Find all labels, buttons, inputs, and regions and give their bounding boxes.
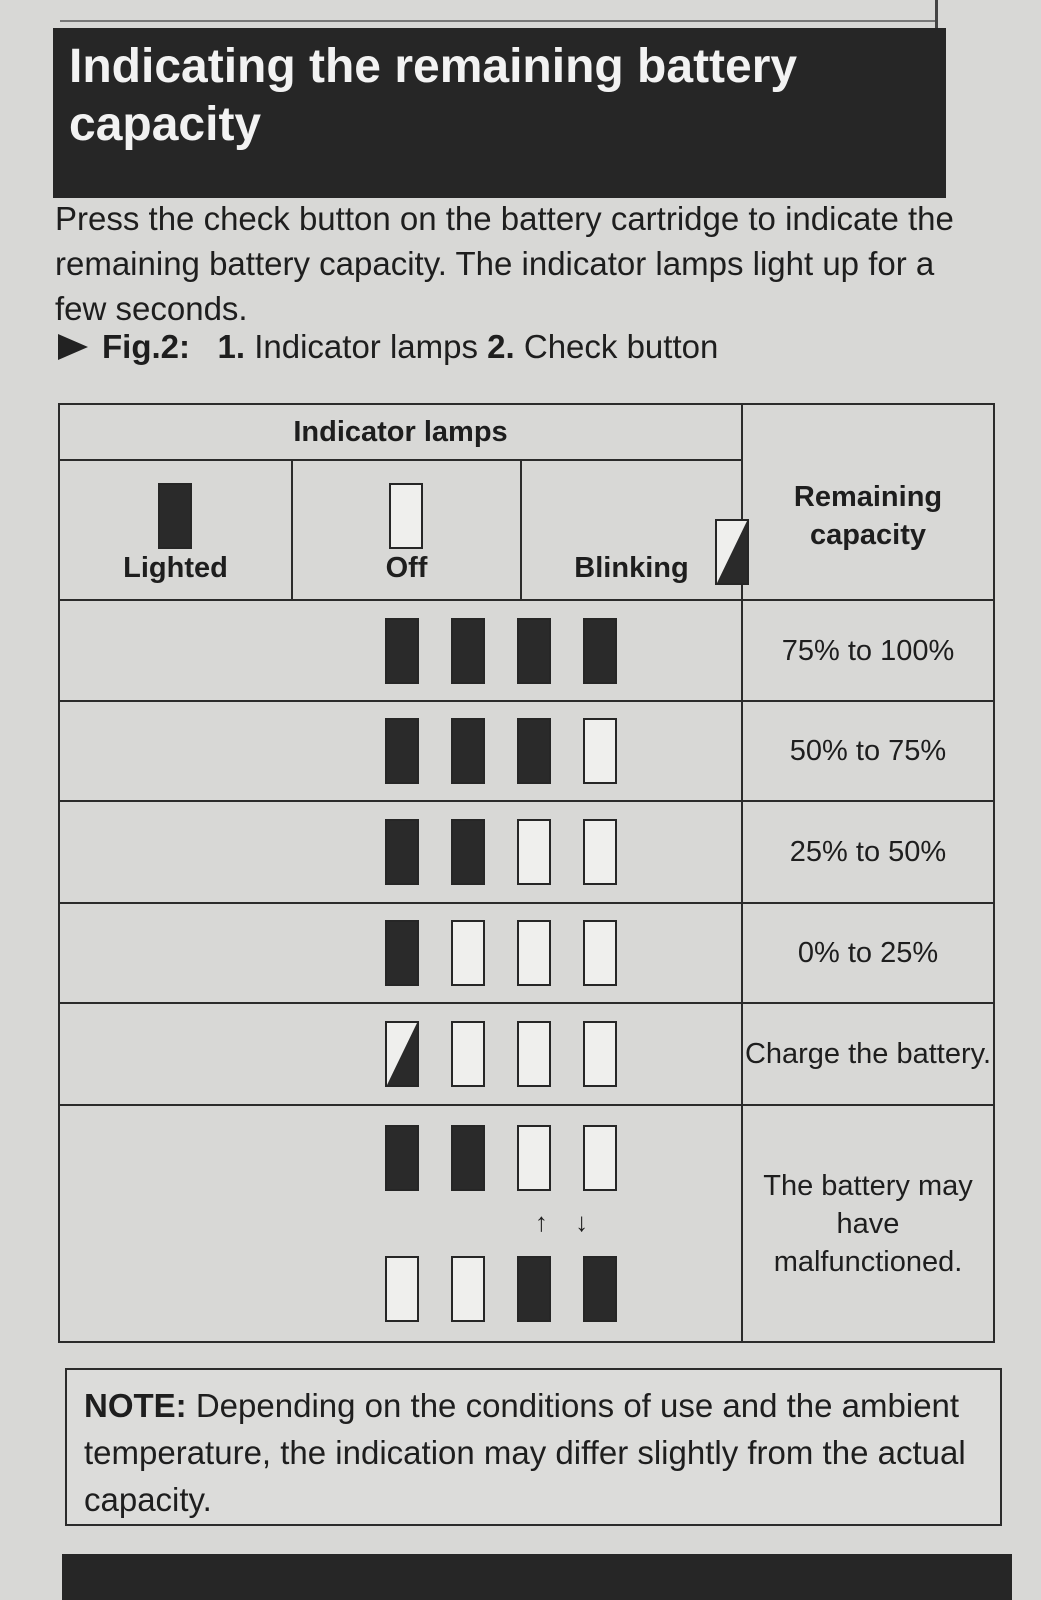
table-row bbox=[59, 801, 994, 903]
lamp-off-icon bbox=[389, 483, 423, 549]
lamp-on-icon bbox=[385, 718, 419, 784]
lamp-off-icon bbox=[517, 1125, 551, 1191]
section-title-banner bbox=[53, 28, 946, 198]
lamp-on-icon bbox=[517, 718, 551, 784]
remaining-capacity-value: 0% to 25% bbox=[742, 903, 994, 1003]
lamp-on-icon bbox=[385, 618, 419, 684]
table-row bbox=[59, 903, 994, 1003]
remaining-capacity-value: 50% to 75% bbox=[742, 701, 994, 801]
page-top-rule bbox=[60, 20, 936, 22]
legend-off bbox=[292, 460, 521, 600]
lamp-pattern bbox=[59, 1105, 742, 1342]
fig-label: Fig.2: bbox=[102, 328, 190, 365]
remaining-capacity-value: 25% to 50% bbox=[742, 801, 994, 903]
lamp-off-icon bbox=[583, 1125, 617, 1191]
remaining-capacity-value: 75% to 100% bbox=[742, 600, 994, 700]
header-remaining-capacity: Remaining capacity bbox=[742, 404, 994, 600]
lamp-off-icon bbox=[583, 920, 617, 986]
fig-item1: Indicator lamps bbox=[254, 328, 478, 365]
remaining-capacity-value: The battery may have malfunctioned. bbox=[742, 1105, 994, 1342]
lamp-off-icon bbox=[583, 718, 617, 784]
header-indicator-lamps: Indicator lamps bbox=[59, 404, 742, 460]
lamp-off-icon bbox=[583, 1021, 617, 1087]
fig-item2: Check button bbox=[523, 328, 719, 365]
legend-lighted-label: Lighted bbox=[123, 552, 228, 585]
battery-capacity-table bbox=[58, 403, 995, 1343]
intro-paragraph: Press the check button on the battery cartridge to indicate the remaining battery capacity. The indicator lamps light up for a few seconds. bbox=[55, 200, 954, 327]
lamp-on-icon bbox=[385, 920, 419, 986]
lamp-on-icon bbox=[451, 618, 485, 684]
legend-off-label: Off bbox=[385, 552, 428, 585]
fig-item2-num: 2. bbox=[487, 328, 515, 365]
lamp-pattern bbox=[59, 801, 742, 903]
section-title: Indicating the remaining battery capacity bbox=[69, 40, 798, 151]
lamp-off-icon bbox=[517, 819, 551, 885]
lamp-off-icon bbox=[517, 1021, 551, 1087]
note-label: NOTE: bbox=[84, 1387, 187, 1424]
triangle-arrow-icon bbox=[58, 334, 88, 360]
lamp-on-icon bbox=[385, 1125, 419, 1191]
note-box bbox=[65, 1368, 1002, 1526]
bottom-bar bbox=[62, 1554, 1012, 1600]
table-row bbox=[59, 701, 994, 801]
lamp-off-icon bbox=[451, 1021, 485, 1087]
legend-blinking bbox=[521, 460, 742, 600]
alternating-arrows: ↑ ↓ bbox=[534, 1207, 599, 1238]
lamp-on-icon bbox=[583, 618, 617, 684]
note-text: Depending on the conditions of use and the ambient temperature, the indication may differ slightly from the actual capacity. bbox=[84, 1387, 966, 1518]
lamp-on-icon bbox=[451, 718, 485, 784]
figure-reference bbox=[58, 328, 718, 366]
lamp-on-icon bbox=[517, 618, 551, 684]
lamp-pattern bbox=[59, 903, 742, 1003]
lamp-on-icon bbox=[517, 1256, 551, 1322]
lamp-off-icon bbox=[451, 1256, 485, 1322]
table-row bbox=[59, 600, 994, 700]
lamp-on-icon bbox=[451, 819, 485, 885]
lamp-off-icon bbox=[517, 920, 551, 986]
lamp-off-icon bbox=[451, 920, 485, 986]
remaining-capacity-value: Charge the battery. bbox=[742, 1003, 994, 1105]
table-row bbox=[59, 1105, 994, 1342]
lamp-off-icon bbox=[385, 1256, 419, 1322]
lamp-off-icon bbox=[583, 819, 617, 885]
fig-item1-num: 1. bbox=[217, 328, 246, 365]
lamp-pattern bbox=[59, 701, 742, 801]
lamp-pattern bbox=[59, 600, 742, 700]
lamp-on-icon bbox=[583, 1256, 617, 1322]
lamp-lighted-icon bbox=[158, 483, 192, 549]
lamp-on-icon bbox=[451, 1125, 485, 1191]
legend-blinking-label: Blinking bbox=[574, 552, 689, 585]
lamp-pattern bbox=[59, 1003, 742, 1105]
lamp-on-icon bbox=[385, 819, 419, 885]
legend-lighted bbox=[59, 460, 292, 600]
lamp-blink-icon bbox=[385, 1021, 419, 1087]
table-row bbox=[59, 1003, 994, 1105]
